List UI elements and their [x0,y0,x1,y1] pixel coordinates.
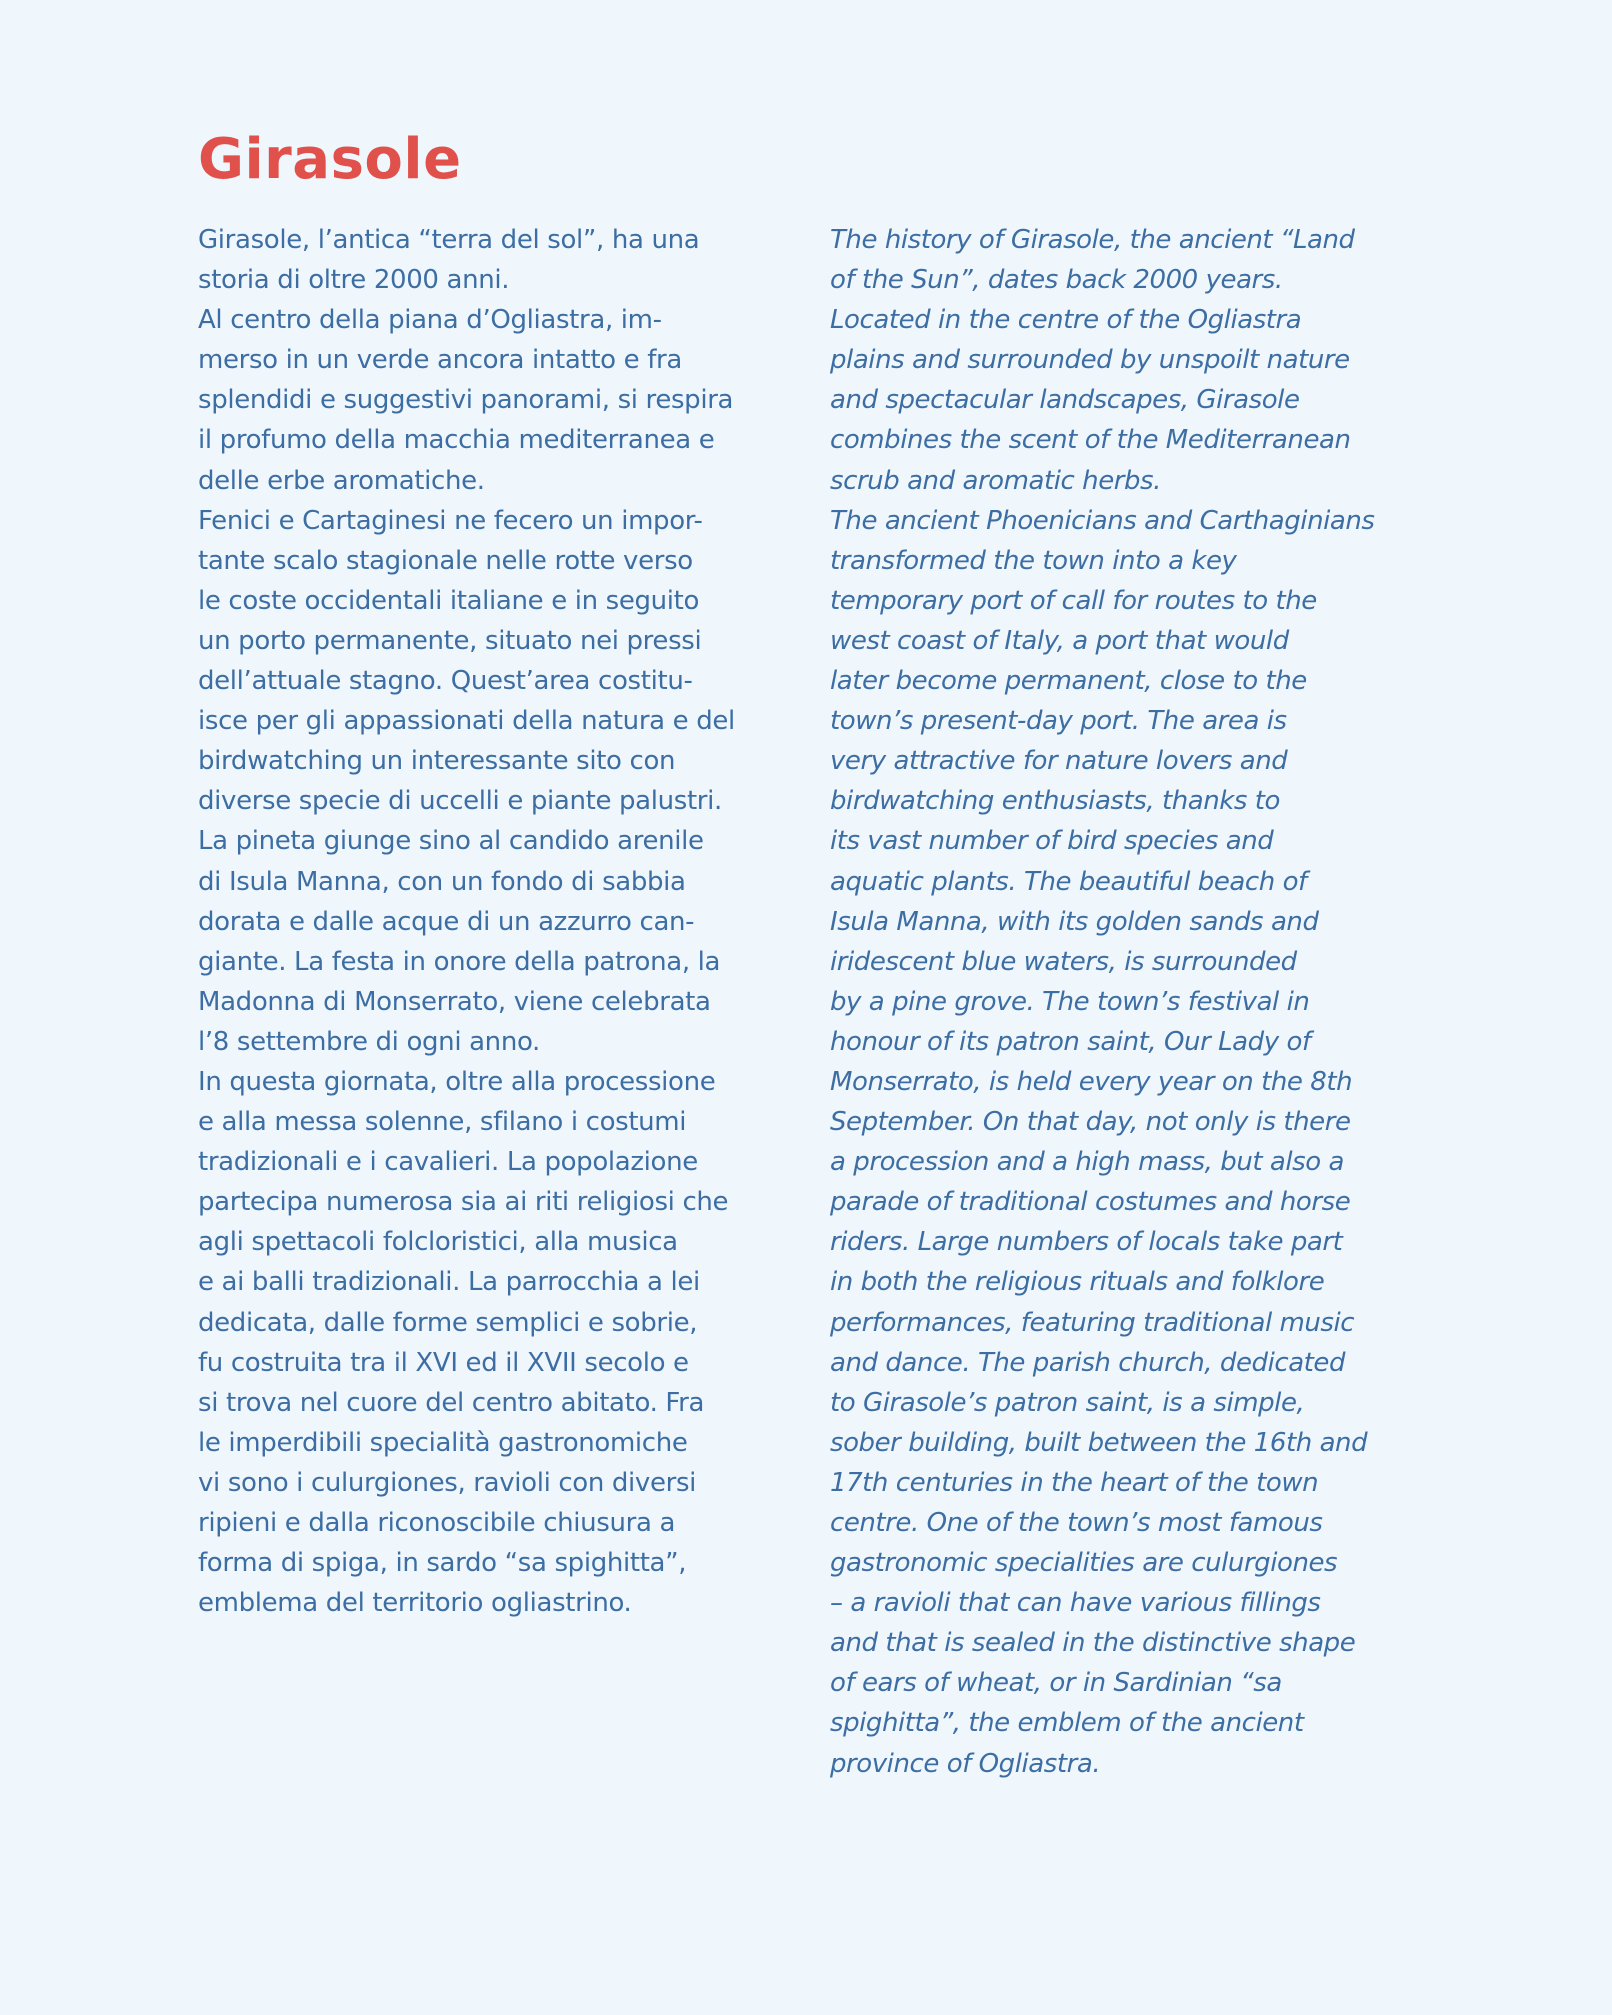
english-text-line: parade of traditional costumes and horse [830,1187,1351,1218]
english-text-line: aquatic plants. The beautiful beach of [830,866,1307,897]
english-text-line: plains and surrounded by unspoilt nature [830,345,1350,376]
italian-text-line: le imperdibili specialità gastronomiche [198,1427,688,1458]
italian-text-line: di Isula Manna, con un fondo di sabbia [198,866,686,897]
italian-text-line: dedicata, dalle forme semplici e sobrie, [198,1307,698,1338]
english-text-line: combines the scent of the Mediterranean [830,425,1351,456]
english-text-line: iridescent blue waters, is surrounded [830,946,1297,977]
italian-text-column [198,220,798,1623]
italian-text-line: si trova nel cuore del centro abitato. Fra [198,1387,705,1418]
english-text-line: to Girasole’s patron saint, is a simple, [830,1387,1305,1418]
english-text-line: later become permanent, close to the [830,666,1307,697]
english-text-line: transformed the town into a key [830,545,1237,576]
english-text-line: September. On that day, not only is there [830,1107,1351,1138]
english-text-line: Located in the centre of the Ogliastra [830,305,1302,336]
italian-text-line: e ai balli tradizionali. La parrocchia a lei [198,1267,700,1298]
italian-text-line: fu costruita tra il XVI ed il XVII secolo e [198,1347,689,1378]
english-text-line: honour of its patron saint, Our Lady of [830,1026,1311,1057]
english-text-line: sober building, built between the 16th and [830,1427,1368,1458]
italian-text-line: un porto permanente, situato nei pressi [198,625,702,656]
english-text-line: very attractive for nature lovers and [830,746,1288,777]
italian-text-line: ripieni e dalla riconoscibile chiusura a [198,1508,676,1538]
italian-text-line: merso in un verde ancora intatto e fra [198,345,682,376]
italian-text-line: delle erbe aromatiche. [198,465,485,496]
page-title: Girasole [198,127,462,192]
italian-text-line: il profumo della macchia mediterranea e [198,425,715,456]
italian-text-line: giante. La festa in onore della patrona, la [198,946,721,977]
english-text-line: of ears of wheat, or in Sardinian “sa [830,1668,1282,1699]
english-text-line: town’s present-day port. The area is [830,706,1287,737]
italian-text-line: e alla messa solenne, sfilano i costumi [198,1107,687,1138]
english-text-line: spighitta”, the emblem of the ancient [830,1708,1304,1739]
italian-text-line: agli spettacoli folcloristici, alla musica [198,1227,678,1258]
english-text-line: Isula Manna, with its golden sands and [830,906,1319,937]
english-text-line: and dance. The parish church, dedicated [830,1347,1346,1378]
english-text-line: west coast of Italy, a port that would [830,625,1289,656]
english-text-line: its vast number of bird species and [830,826,1274,857]
italian-text-line: tante scalo stagionale nelle rotte verso [198,545,693,576]
english-text-line: of the Sun”, dates back 2000 years. [830,265,1283,296]
italian-text-line: l’8 settembre di ogni anno. [198,1026,540,1057]
italian-text-line: tradizionali e i cavalieri. La popolazione [198,1147,698,1178]
english-text-line: by a pine grove. The town’s festival in [830,986,1310,1017]
english-text-line: scrub and aromatic herbs. [830,465,1161,496]
italian-text-line: Girasole, l’antica “terra del sol”, ha una [198,225,700,255]
english-text-column [830,220,1450,1784]
english-text-line: performances, featuring traditional music [830,1307,1355,1338]
english-text-line: a procession and a high mass, but also a [830,1147,1345,1178]
italian-text-line: In questa giornata, oltre alla processione [198,1066,716,1097]
english-text-line: riders. Large numbers of locals take part [830,1227,1343,1258]
italian-text-line: emblema del territorio ogliastrino. [198,1588,632,1619]
italian-text-line: le coste occidentali italiane e in seguito [198,585,700,616]
english-text-line: and spectacular landscapes, Girasole [830,385,1300,416]
english-text-line: gastronomic specialities are culurgiones [830,1548,1338,1579]
italian-text-line: isce per gli appassionati della natura e del [198,706,735,737]
italian-text-line: Madonna di Monserrato, viene celebrata [198,986,711,1017]
english-text-line: in both the religious rituals and folklore [830,1267,1325,1298]
italian-text-line: dorata e dalle acque di un azzurro can- [198,906,695,937]
english-text-line: Monserrato, is held every year on the 8th [830,1066,1353,1097]
italian-text-line: storia di oltre 2000 anni. [198,265,510,296]
english-text-line: province of Ogliastra. [830,1748,1101,1779]
italian-text-line: dell’attuale stagno. Quest’area costitu- [198,666,693,697]
italian-text-line: diverse specie di uccelli e piante palustri. [198,786,722,817]
english-text-line: 17th centuries in the heart of the town [830,1467,1319,1498]
italian-text-line: Fenici e Cartaginesi ne fecero un impor- [198,505,703,536]
italian-text-line: Al centro della piana d’Ogliastra, im- [198,305,662,336]
english-text-line: and that is sealed in the distinctive shape [830,1628,1356,1659]
english-text-line: temporary port of call for routes to the [830,585,1317,616]
english-text-line: centre. One of the town’s most famous [830,1508,1323,1538]
english-text-line: The history of Girasole, the ancient “Land [830,225,1355,255]
italian-text-line: partecipa numerosa sia ai riti religiosi che [198,1187,729,1218]
italian-text-line: splendidi e suggestivi panorami, si respira [198,385,734,416]
english-text-line: – a ravioli that can have various fillings [830,1588,1321,1619]
italian-text-line: vi sono i culurgiones, ravioli con diversi [198,1467,697,1498]
english-text-line: birdwatching enthusiasts, thanks to [830,786,1281,817]
italian-text-line: forma di spiga, in sardo “sa spighitta”, [198,1548,687,1579]
english-text-line: The ancient Phoenicians and Carthaginians [830,505,1375,536]
italian-text-line: birdwatching un interessante sito con [198,746,676,777]
italian-text-line: La pineta giunge sino al candido arenile [198,826,704,857]
